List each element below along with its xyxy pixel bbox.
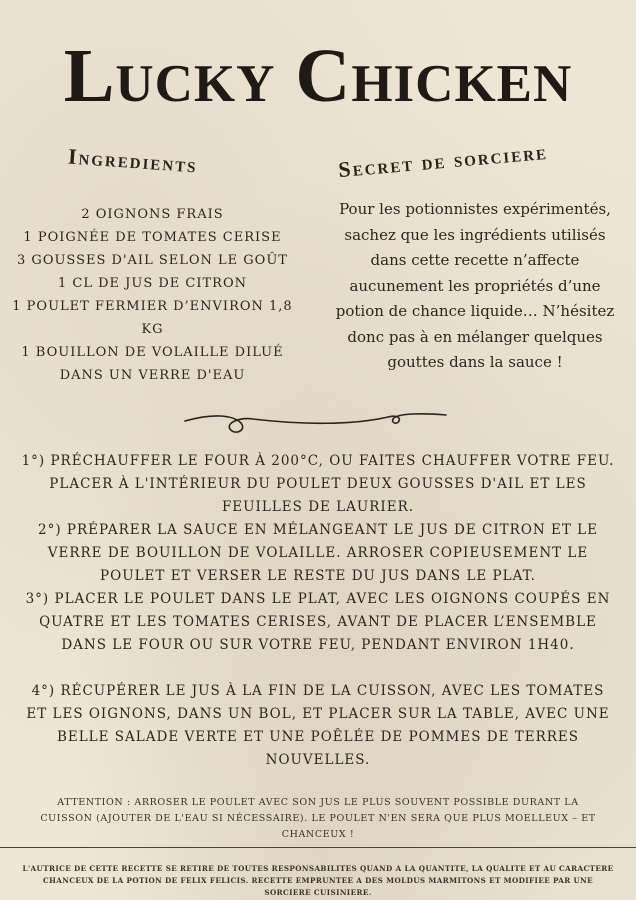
ingredients-heading: Ingredients [67,143,199,178]
step-paragraph: 3°) PLACER LE POULET DANS LE PLAT, AVEC LES OIGNONS COUPÉS EN QUATRE ET LES TOMATES CERISES, AVANT DE PLACER L’ENSEMBLE DANS LE FOUR OU SUR VOTRE FEU, PENDANT ENVIRON 1H40. [25,591,611,653]
ingredients-list [10,203,295,387]
step-paragraph: 1°) PRÉCHAUFFER LE FOUR À 200°C, OU FAITES CHAUFFER VOTRE FEU. PLACER À L'INTÉRIEUR DU POULET DEUX GOUSSES D'AIL ET LES FEUILLES DE LAURIER. [21,453,615,515]
step-paragraph: 4°) RÉCUPÉRER LE JUS À LA FIN DE LA CUISSON, AVEC LES TOMATES ET LES OIGNONS, DANS UN BOL, ET PLACER SUR LA TABLE, AVEC UNE BELLE SALADE VERTE ET UNE POÊLÉE DE POMMES DE TERRES NOUVELLES. [26,683,610,768]
attention-note: ATTENTION : ARROSER LE POULET AVEC SON JUS LE PLUS SOUVENT POSSIBLE DURANT LA CUISSON (AJOUTER DE L'EAU SI NÉCESSAIRE). LE POULET N'EN SERA QUE PLUS MOELLEUX – ET CHANCEUX ! [40,797,596,840]
ingredient-item: 1 POIGNÉE DE TOMATES CERISE [23,230,282,245]
footer-divider [0,847,636,848]
step-paragraph: 2°) PRÉPARER LA SAUCE EN MÉLANGEANT LE JUS DE CITRON ET LE VERRE DE BOUILLON DE VOLAILLE. ARROSER COPIEUSEMENT LE POULET ET VERSER LE RESTE DU JUS DANS LE PLAT. [38,522,598,584]
ingredient-item: 1 BOUILLON DE VOLAILLE DILUÉ DANS UN VERRE D'EAU [21,345,284,383]
ingredient-item: 2 OIGNONS FRAIS [81,207,224,222]
ingredient-item: 1 POULET FERMIER D’ENVIRON 1,8 KG [12,299,293,337]
page-title: Lucky Chicken [63,34,573,118]
secret-heading: Secret de sorciere [337,138,549,183]
ingredient-item: 1 CL DE JUS DE CITRON [58,276,247,291]
ingredient-item: 3 GOUSSES D'AIL SELON LE GOÛT [17,253,288,268]
secret-paragraph: Pour les potionnistes expérimentés, sachez que les ingrédients utilisés dans cette recette n’affecte aucunement les propriétés d’une potion de chance liquide… N’hésitez donc pas à en mélanger quelques gouttes dans la sauce ! [335,200,615,371]
recipe-steps [20,450,616,772]
flourish-divider [183,403,448,439]
footer-disclaimer: L'AUTRICE DE CETTE RECETTE SE RETIRE DE TOUTES RESPONSABILITES QUAND A LA QUANTITE, LA QUALITE ET AU CARACTERE CHANCEUX DE LA POTION DE FELIX FELICIS. RECETTE EMPRUNTEE A DES MOLDUS MARMITONS ET MODIFIEE PAR UNE SORCIERE CUISINIERE. [22,864,614,897]
